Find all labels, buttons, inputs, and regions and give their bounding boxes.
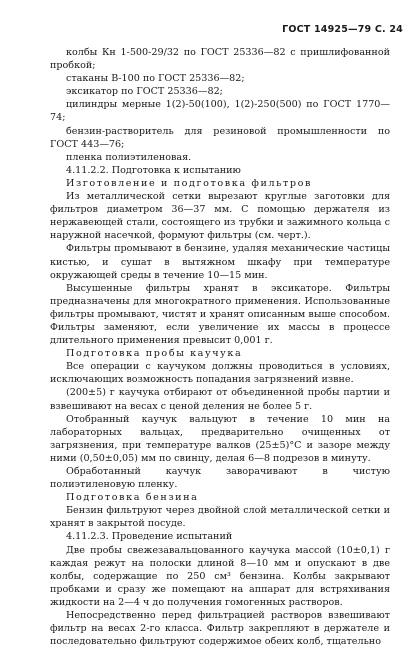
paragraph: бензин-растворитель для резиновой промышленности по ГОСТ 443—76; <box>50 125 390 150</box>
paragraph: эксикатор по ГОСТ 25336—82; <box>66 86 223 98</box>
paragraph: (200±5) г каучука отбирают от объединенной пробы партии и взвешивают на весах с ценой деления не более 5 г. <box>50 387 390 412</box>
page-header: ГОСТ 14925—79 С. 24 <box>282 24 403 35</box>
paragraph: Две пробы свежезавальцованного каучука массой (10±0,1) г каждая режут на полоски длиной 8—10 мм и опускают в две колбы, содержащие по 250 см³ бензина. Колбы закрывают пробками и сразу же помещают на аппарат для встряхивания жидкости на 2—4 ч до получения гомогенных растворов. <box>50 544 390 608</box>
paragraph: стаканы В-100 по ГОСТ 25336—82; <box>66 73 245 85</box>
paragraph: Отобранный каучук вальцуют в течение 10 мин на лабораторных вальцах, предварительно очищенных от загрязнения, при температуре валков (25±5)°С и зазоре между ними (0,50±0,05) мм по свинцу, делая 6—8 подрезов в минуту. <box>50 413 390 464</box>
document-body <box>50 46 390 648</box>
paragraph: Бензин фильтруют через двойной слой металлической сетки и хранят в закрытой посуде. <box>50 505 390 530</box>
paragraph: Высушенные фильтры хранят в эксикаторе. Фильтры предназначены для многократного применения. Использованные фильтры промывают, чистят и хранят описанным выше способом. Фильтры заменяют, если увеличение их массы в процессе длительного применения превысит 0,001 г. <box>50 282 390 347</box>
paragraph: Из металлической сетки вырезают круглые заготовки для фильтров диаметром 36—37 мм. С помощью держателя из нержавеющей стали, состоящего из трубки и зажимного кольца с наружной насечкой, формуют фильтры (см. черт.). <box>50 191 390 242</box>
paragraph: Все операции с каучуком должны проводиться в условиях, исключающих возможность попадания загрязнений извне. <box>50 361 390 386</box>
paragraph: Непосредственно перед фильтрацией растворов взвешивают фильтр на весах 2-го класса. Фильтр закрепляют в держателе и последовательно фильтруют содержимое обеих колб, тщательно <box>50 610 390 648</box>
paragraph: 4.11.2.3. Проведение испытаний <box>66 531 233 543</box>
paragraph: Изготовление и подготовка фильтров <box>66 177 312 189</box>
paragraph: Обработанный каучук заворачивают в чистую полиэтиленовую пленку. <box>50 466 390 491</box>
paragraph: цилиндры мерные 1(2)-50(100), 1(2)-250(500) по ГОСТ 1770—74; <box>50 99 390 124</box>
paragraph: 4.11.2.2. Подготовка к испытанию <box>66 164 241 176</box>
paragraph: Подготовка пробы каучука <box>66 348 243 360</box>
paragraph: колбы Кн 1-500-29/32 по ГОСТ 25336—82 с пришлифованной пробкой; <box>50 47 390 72</box>
paragraph: Подготовка бензина <box>66 492 199 504</box>
paragraph: Фильтры промывают в бензине, удаляя механические частицы кистью, и сушат в вытяжном шкафу при температуре окружающей среды в течение 10—15 мин. <box>50 243 390 281</box>
paragraph: пленка полиэтиленовая. <box>66 151 192 163</box>
